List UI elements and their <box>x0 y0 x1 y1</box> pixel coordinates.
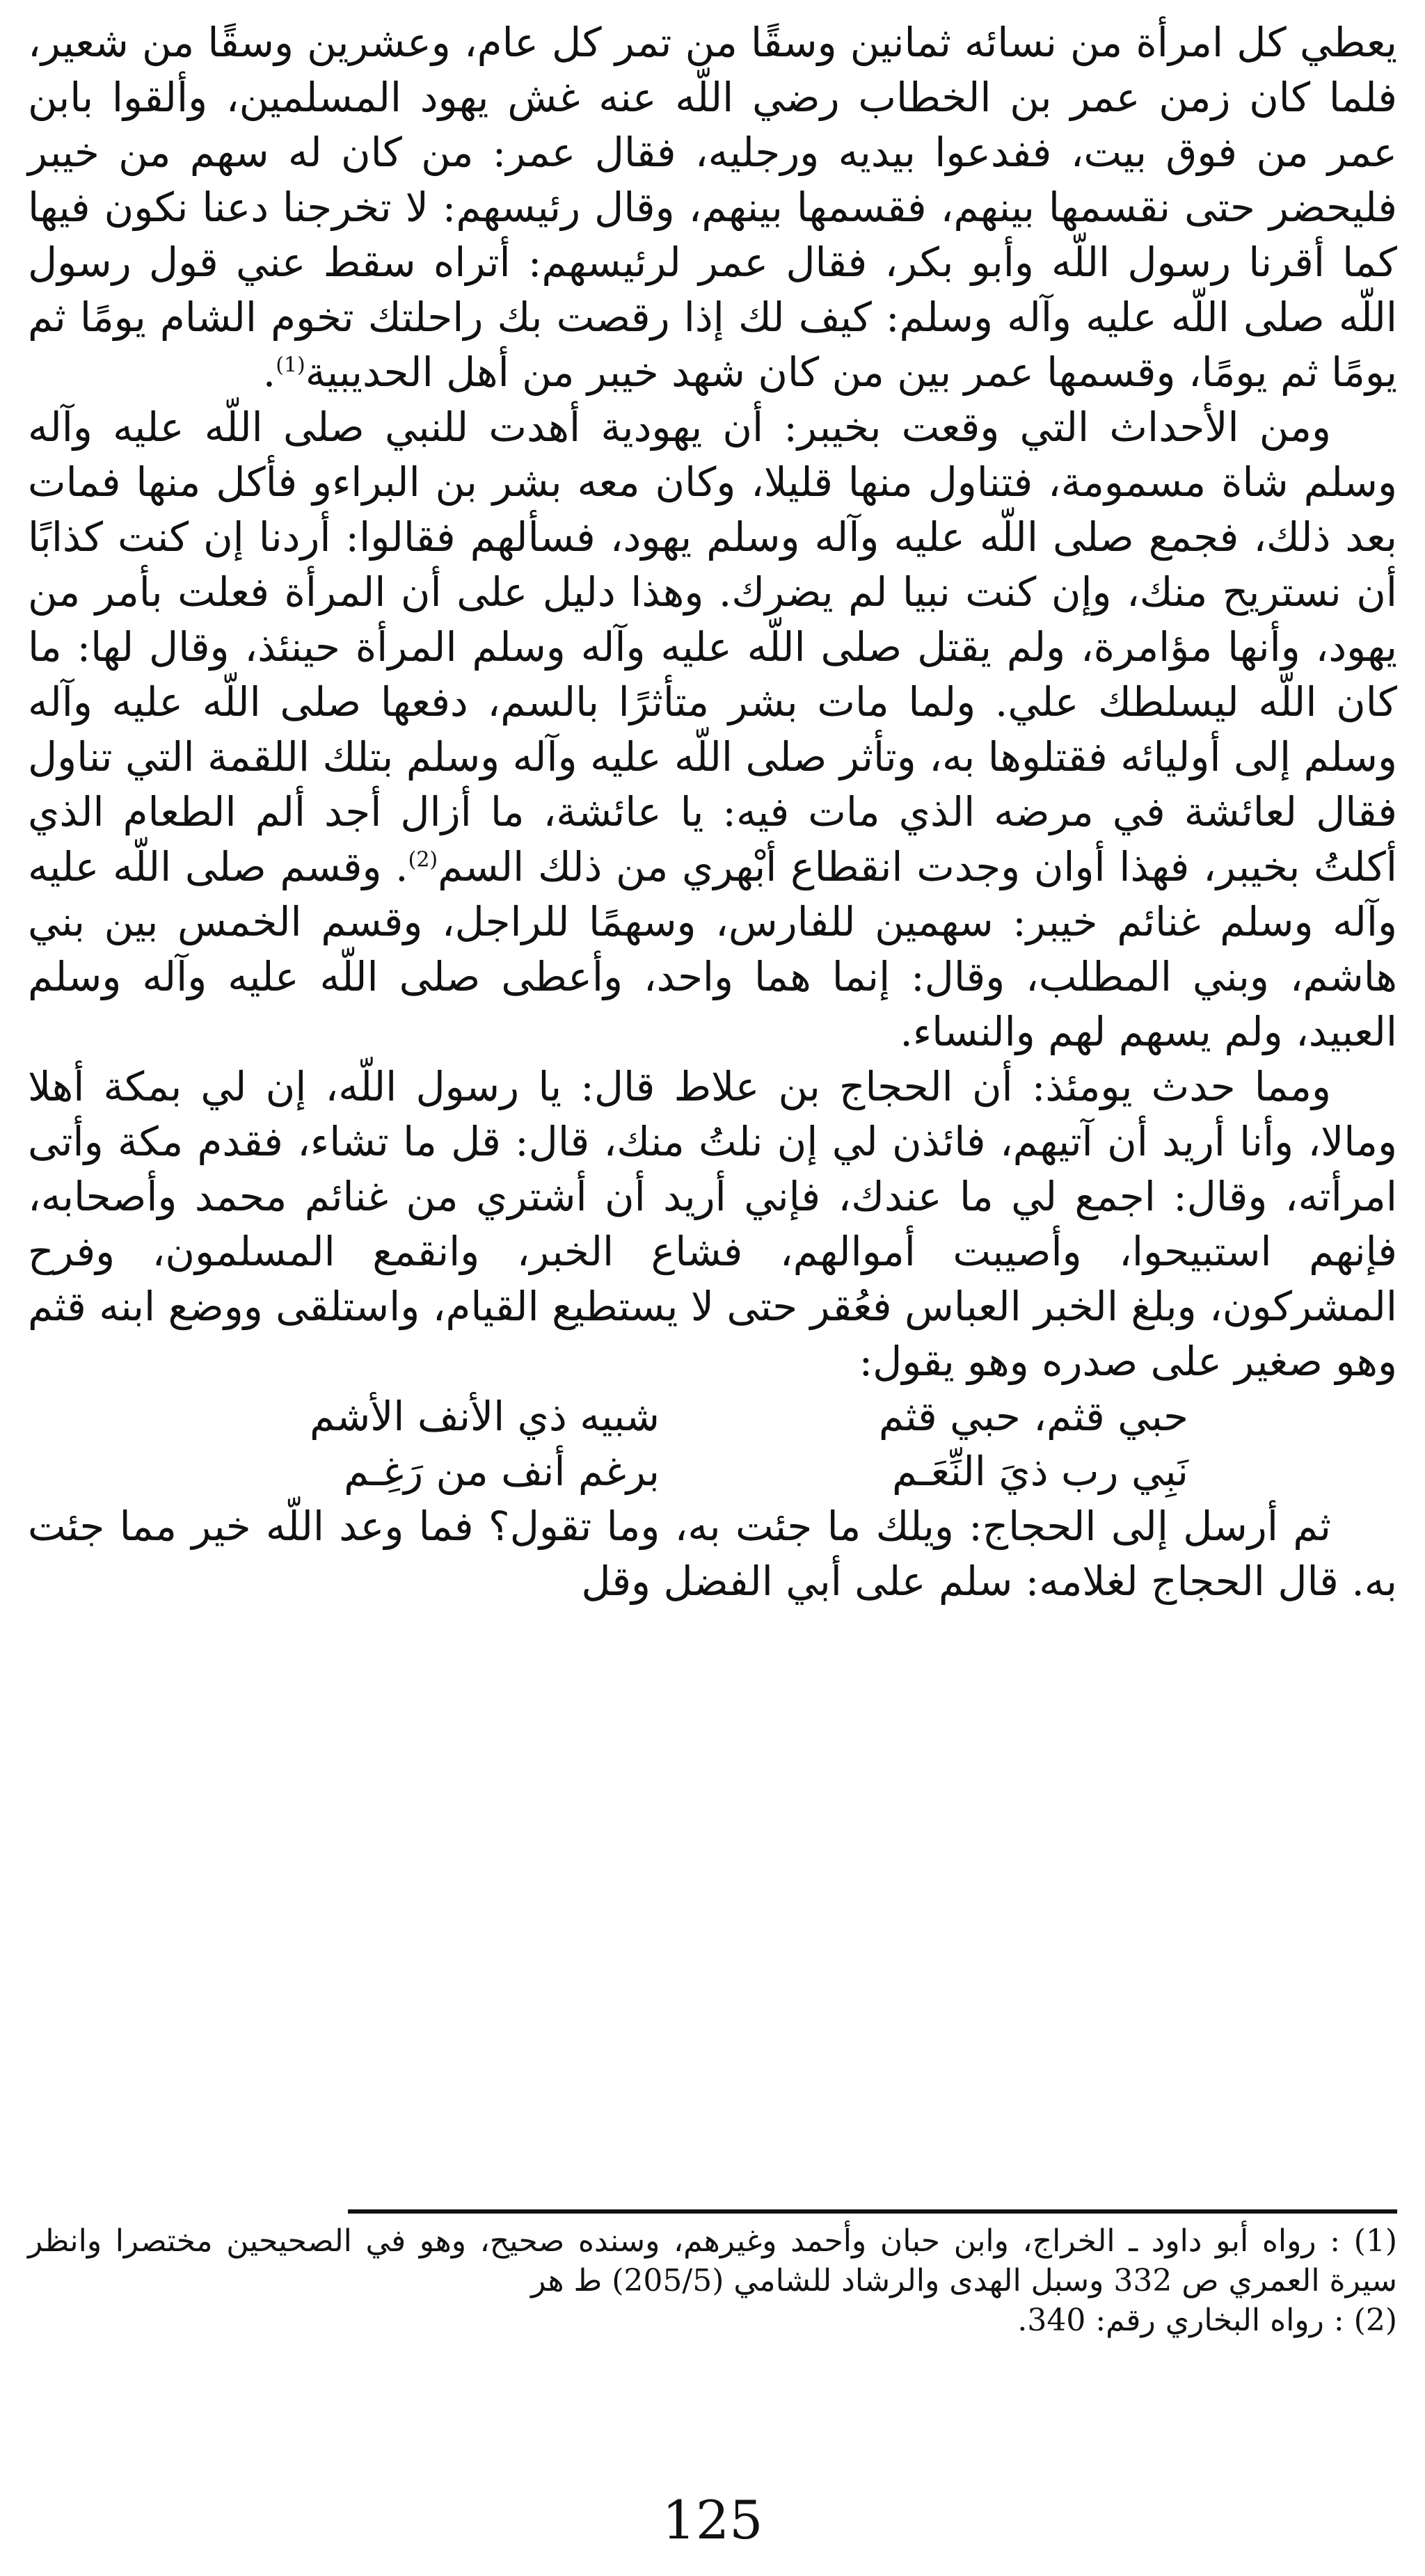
paragraph-2-text: ومن الأحداث التي وقعت بخيبر: أن يهودية أهدت للنبي صلى اللّه عليه وآله وسلم شاة مسمومة، فتناول منها قليلا، وكان معه بشر بن البراءو فأكل منها فمات بعد ذلك، فجمع صلى اللّه عليه وآله وسلم يهود، فسألهم فقالوا: أردنا إن كنت كذابًا أن نستريح منك، وإن كنت نبيا لم يضرك. وهذا دليل على أن المرأة فعلت بأمر من يهود، وأنها مؤامرة، ولم يقتل صلى اللّه عليه وآله وسلم المرأة حينئذ، وقال لها: ما كان اللّه ليسلطك علي. ولما مات بشر متأثرًا بالسم، دفعها صلى اللّه عليه وآله وسلم إلى أوليائه فقتلوها به، وتأثر صلى اللّه عليه وآله وسلم بتلك اللقمة التي تناول فقال لعائشة في مرضه الذي مات فيه: يا عائشة، ما أزال أجد ألم الطعام الذي أكلتُ بخيبر، فهذا أوان وجدت انقطاع أبْهري من ذلك السم <box>28 403 1397 890</box>
paragraph-2 <box>28 400 1397 1059</box>
poem-hemistich-first: نَبِي رب ذيَ النِّعَـم <box>892 1448 1188 1495</box>
footnote-divider <box>348 2209 1397 2214</box>
paragraph-3 <box>28 1059 1397 1389</box>
poem-line <box>28 1389 1397 1444</box>
page-content <box>28 15 1397 1609</box>
poem-hemistich-second: برغم أنف من رَغِـم <box>344 1448 660 1495</box>
paragraph-3-text: ومما حدث يومئذ: أن الحجاج بن علاط قال: يا رسول اللّه، إن لي بمكة أهلا ومالا، وأنا أريد أن آتيهم، فائذن لي إن نلتُ منك، قال: قل ما تشاء، فقدم مكة وأتى امرأته، وقال: اجمع لي ما عندك، فإني أريد أن أشتري من غنائم محمد وأصحابه، فإنهم استبيحوا، وأصيبت أموالهم، فشاع الخبر، وانقمع المسلمون، وفرح المشركون، وبلغ الخبر العباس فعُقر حتى لا يستطيع القيام، واستلقى ووضع ابنه قثم وهو صغير على صدره وهو يقول: <box>28 1063 1397 1385</box>
closing-paragraph: ثم أرسل إلى الحجاج: ويلك ما جئت به، وما تقول؟ فما وعد اللّه خير مما جئت به. قال الحجاج لغلامه: سلم على أبي الفضل وقل <box>28 1503 1397 1605</box>
poem <box>28 1389 1397 1499</box>
main-text <box>28 15 1397 1389</box>
poem-hemistich-first: حبي قثم، حبي قثم <box>878 1393 1188 1440</box>
page-number: 125 <box>662 2489 763 2551</box>
paragraph-1-tail: . <box>262 349 276 396</box>
poem-hemistich-second: شبيه ذي الأنف الأشم <box>310 1393 660 1440</box>
footnote-2: (2) : رواه البخاري رقم: 340. <box>1017 2303 1397 2338</box>
poem-line <box>28 1444 1397 1499</box>
footnotes <box>28 2221 1397 2340</box>
closing-text <box>28 1499 1397 1609</box>
footnote-ref-1: (1) <box>276 353 305 378</box>
footnote-ref-2: (2) <box>408 847 438 872</box>
paragraph-1 <box>28 15 1397 400</box>
paragraph-2-tail: . وقسم صلى اللّه عليه وآله وسلم غنائم خيبر: سهمين للفارس، وسهمًا للراجل، وقسم الخمس بين بني هاشم، وبني المطلب، وقال: إنما هما واحد، وأعطى صلى اللّه عليه وآله وسلم العبيد، ولم يسهم لهم والنساء. <box>28 843 1397 1055</box>
paragraph-1-text: يعطي كل امرأة من نسائه ثمانين وسقًا من تمر كل عام، وعشرين وسقًا من شعير، فلما كان زمن عمر بن الخطاب رضي اللّه عنه غش يهود المسلمين، وألقوا بابن عمر من فوق بيت، ففدعوا بيديه ورجليه، فقال عمر: من كان له سهم من خيبر فليحضر حتى نقسمها بينهم، فقسمها بينهم، وقال رئيسهم: لا تخرجنا دعنا نكون فيها كما أقرنا رسول اللّه وأبو بكر، فقال عمر لرئيسهم: أتراه سقط عني قول رسول اللّه صلى اللّه عليه وآله وسلم: كيف لك إذا رقصت بك راحلتك تخوم الشام يومًا ثم يومًا ثم يومًا، وقسمها عمر بين من كان شهد خيبر من أهل الحديبية <box>28 19 1397 396</box>
footnote-1: (1) : رواه أبو داود ـ الخراج، وابن حبان وأحمد وغيرهم، وسنده صحيح، وهو في الصحيحين مختصرا وانظر سيرة العمري ص 332 وسبل الهدى والرشاد للشامي (205/5) ط هر <box>28 2223 1397 2298</box>
